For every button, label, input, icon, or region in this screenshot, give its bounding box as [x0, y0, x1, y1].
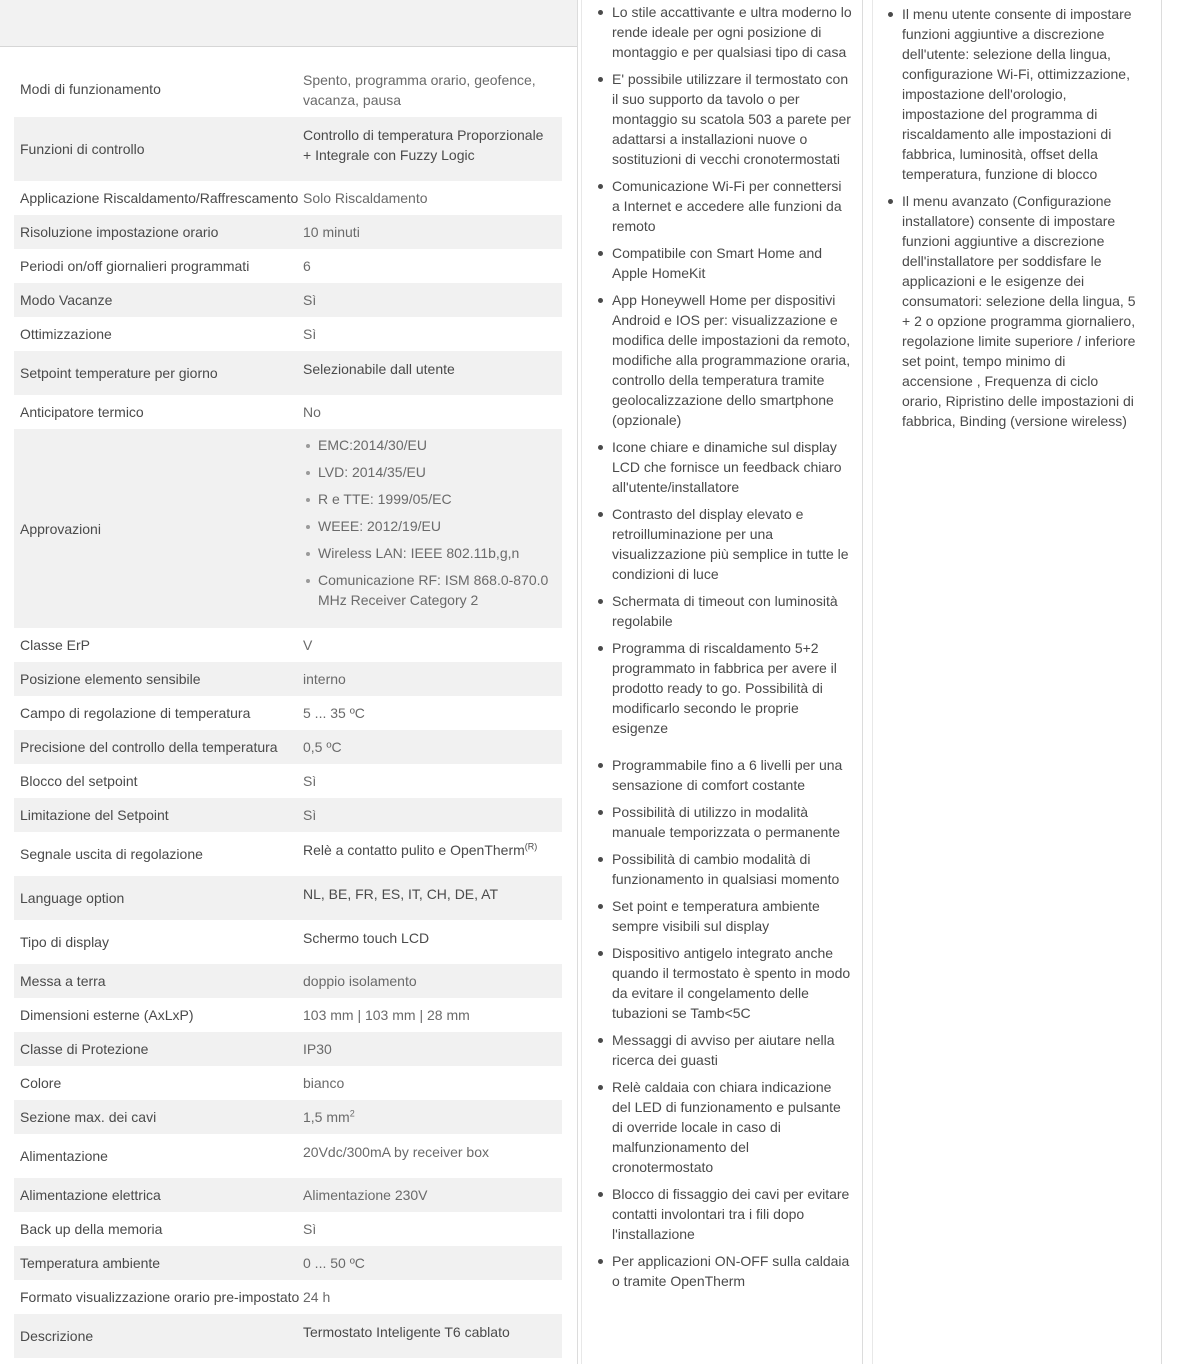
spec-row [14, 998, 562, 1032]
spec-value [303, 1219, 555, 1239]
spec-value [303, 840, 555, 860]
spec-row [14, 181, 562, 215]
spec-label: Ottimizzazione [20, 326, 112, 342]
spec-value [303, 1287, 555, 1307]
spec-value [303, 70, 555, 110]
spec-value [303, 359, 555, 379]
spec-value-text: 1,5 mm [303, 1109, 350, 1125]
spec-value [303, 635, 555, 655]
spec-label: Blocco del setpoint [20, 773, 138, 789]
spec-value [303, 1322, 555, 1342]
spec-value-text: Sì [303, 326, 317, 342]
spec-value [303, 256, 555, 276]
spec-row [14, 429, 562, 628]
spec-value-text: Sì [303, 807, 317, 823]
spec-row [14, 283, 562, 317]
spec-value-text: Termostato Inteligente T6 cablato [303, 1324, 510, 1340]
feature-item: Possibilità di cambio modalità di funzionamento in qualsiasi momento [598, 849, 852, 889]
spec-value [303, 1107, 555, 1127]
spec-value-text: Sì [303, 1221, 317, 1237]
feature-item: Lo stile accattivante e ultra moderno lo rende ideale per ogni posizione di montaggio e per qualsiasi tipo di casa [598, 2, 852, 62]
spec-label: Alimentazione elettrica [20, 1187, 161, 1203]
spec-row [14, 1134, 562, 1178]
spec-row [14, 764, 562, 798]
spec-value-text: doppio isolamento [303, 973, 417, 989]
spec-value-text: Selezionabile dall utente [303, 361, 455, 377]
approval-item: R e TTE: 1999/05/EC [303, 489, 555, 509]
approval-item: WEEE: 2012/19/EU [303, 516, 555, 536]
spec-row [14, 696, 562, 730]
spec-label: Periodi on/off giornalieri programmati [20, 258, 250, 274]
feature-item: App Honeywell Home per dispositivi Android e IOS per: visualizzazione e modifica delle impostazioni da remoto, modifiche alla programmazione oraria, controllo della temperatura tramite geolocalizzazione dello smartphone (opzionale) [598, 290, 852, 430]
spec-value [303, 928, 555, 948]
spec-value [303, 971, 555, 991]
spec-row [14, 395, 562, 429]
spec-row [14, 1212, 562, 1246]
spec-label: Modi di funzionamento [20, 81, 161, 97]
spec-value [303, 737, 555, 757]
spec-value [303, 1039, 555, 1059]
spec-value [303, 222, 555, 242]
menus-list [888, 4, 1138, 438]
spec-value-text: interno [303, 671, 346, 687]
spec-row [14, 832, 562, 876]
spec-value-text: No [303, 404, 321, 420]
spec-label: Classe di Protezione [20, 1041, 149, 1057]
spec-value-text: Sì [303, 773, 317, 789]
spec-label: Segnale uscita di regolazione [20, 846, 203, 862]
spec-panel-header [0, 0, 578, 47]
feature-item: Messaggi di avviso per aiutare nella ricerca dei guasti [598, 1030, 852, 1070]
spec-label: Alimentazione [20, 1148, 108, 1164]
spec-value-text: Spento, programma orario, geofence, vacanza, pausa [303, 72, 536, 108]
spec-value-text: V [303, 637, 313, 653]
spec-row [14, 730, 562, 764]
spec-label: Formato visualizzazione orario pre-impostato [20, 1289, 300, 1305]
feature-item: Compatibile con Smart Home and Apple HomeKit [598, 243, 852, 283]
spec-row [14, 1066, 562, 1100]
scroll-gutter [1162, 0, 1177, 1364]
spec-row [14, 60, 562, 117]
spec-row [14, 920, 562, 964]
spec-value-text: bianco [303, 1075, 345, 1091]
spec-value [303, 290, 555, 310]
feature-item: Programmabile fino a 6 livelli per una sensazione di comfort costante [598, 755, 852, 795]
approval-item: LVD: 2014/35/EU [303, 462, 555, 482]
spec-label: Classe ErP [20, 637, 91, 653]
spec-row [14, 798, 562, 832]
spec-label: Applicazione Riscaldamento/Raffrescamento [20, 190, 299, 206]
spec-row [14, 1100, 562, 1134]
feature-item: Icone chiare e dinamiche sul display LCD che fornisce un feedback chiaro all'utente/installatore [598, 437, 852, 497]
spec-row [14, 964, 562, 998]
spec-value [303, 402, 555, 422]
features-list [598, 2, 852, 1298]
spec-label: Approvazioni [20, 521, 101, 537]
feature-item: E' possibile utilizzare il termostato con il suo supporto da tavolo o per montaggio su scatola 503 a parete per adattarsi a installazioni nuove o sostituzioni di vecchi cronotermostati [598, 69, 852, 169]
spec-label: Anticipatore termico [20, 404, 144, 420]
spec-value-text: Sì [303, 292, 317, 308]
spec-value-text: Controllo di temperatura Proporzionale + Integrale con Fuzzy Logic [303, 127, 544, 163]
feature-item: Set point e temperatura ambiente sempre visibili sul display [598, 896, 852, 936]
spec-row [14, 117, 562, 181]
spec-value [303, 805, 555, 825]
spec-label: Limitazione del Setpoint [20, 807, 169, 823]
spec-label: Descrizione [20, 1328, 94, 1344]
spec-value [303, 1073, 555, 1093]
spec-value-text: 5 ... 35 ºC [303, 705, 365, 721]
spec-value [303, 125, 555, 165]
spec-label: Back up della memoria [20, 1221, 163, 1237]
feature-item: Schermata di timeout con luminosità regolabile [598, 591, 852, 631]
spec-label: Tipo di display [20, 934, 109, 950]
menu-item: Il menu avanzato (Configurazione installatore) consente di impostare funzioni aggiuntive a discrezione dell'installatore per soddisfare le applicazioni e le esigenze dei consumatori: selezione della lingua, 5 + 2 o opzione programma giornaliero, regolazione limite superiore / inferiore set point, tempo minimo di accensione , Frequenza di ciclo orario, Ripristino delle impostazioni di fabbrica, Binding (versione wireless) [888, 191, 1138, 431]
spec-value-text: Schermo touch LCD [303, 930, 430, 946]
spec-value-text: Alimentazione 230V [303, 1187, 428, 1203]
approvals-list [303, 435, 555, 610]
spec-label: Modo Vacanze [20, 292, 113, 308]
spec-value [303, 188, 555, 208]
feature-item: Blocco di fissaggio dei cavi per evitare contatti involontari tra i fili dopo l'installazione [598, 1184, 852, 1244]
spec-label: Language option [20, 890, 125, 906]
spec-value [303, 1005, 555, 1025]
spec-row [14, 1280, 562, 1314]
spec-label: Colore [20, 1075, 62, 1091]
spec-value-text: 0 ... 50 ºC [303, 1255, 365, 1271]
feature-item: Relè caldaia con chiara indicazione del LED di funzionamento e pulsante di override locale in caso di malfunzionamento del cronotermostato [598, 1077, 852, 1177]
spec-label: Messa a terra [20, 973, 106, 989]
spec-value-text: NL, BE, FR, ES, IT, CH, DE, AT [303, 886, 499, 902]
spec-label: Risoluzione impostazione orario [20, 224, 219, 240]
spec-value [303, 669, 555, 689]
spec-label: Temperatura ambiente [20, 1255, 161, 1271]
spec-value-text: Relè a contatto pulito e OpenTherm [303, 842, 525, 858]
spec-value [303, 435, 555, 617]
spec-value [303, 771, 555, 791]
feature-item: Contrasto del display elevato e retroilluminazione per una visualizzazione più semplice in tutte le condizioni di luce [598, 504, 852, 584]
spec-value-superscript: 2 [349, 1108, 355, 1119]
divider [577, 0, 578, 1364]
spec-row [14, 1178, 562, 1212]
spec-label: Posizione elemento sensibile [20, 671, 201, 687]
menu-item: Il menu utente consente di impostare funzioni aggiuntive a discrezione dell'utente: selezione della lingua, configurazione Wi-Fi, ottimizzazione, impostazione dell'orologio, impostazione del programma di riscaldamento alle impostazioni di fabbrica, luminosità, offset della temperatura, funzione di blocco [888, 4, 1138, 184]
feature-item: Possibilità di utilizzo in modalità manuale temporizzata o permanente [598, 802, 852, 842]
spec-label: Dimensioni esterne (AxLxP) [20, 1007, 194, 1023]
spec-row [14, 249, 562, 283]
spec-row [14, 1314, 562, 1358]
spec-value-text: Solo Riscaldamento [303, 190, 428, 206]
spec-row [14, 351, 562, 395]
spec-label: Funzioni di controllo [20, 141, 145, 157]
spec-value [303, 703, 555, 723]
spec-value-superscript: (R) [524, 841, 538, 852]
approval-item: Wireless LAN: IEEE 802.11b,g,n [303, 543, 555, 563]
spec-value-text: 10 minuti [303, 224, 360, 240]
spec-row [14, 317, 562, 351]
spec-label: Precisione del controllo della temperatura [20, 739, 278, 755]
spec-value [303, 1253, 555, 1273]
spec-value [303, 884, 555, 904]
spec-label: Campo di regolazione di temperatura [20, 705, 251, 721]
features-panel [581, 0, 863, 1364]
spec-row [14, 628, 562, 662]
feature-item: Dispositivo antigelo integrato anche quando il termostato è spento in modo da evitare il congelamento delle tubazioni se Tamb<5C [598, 943, 852, 1023]
spec-label: Sezione max. dei cavi [20, 1109, 157, 1125]
approval-item: EMC:2014/30/EU [303, 435, 555, 455]
spec-row [14, 876, 562, 920]
menus-panel [872, 0, 1162, 1364]
feature-item: Per applicazioni ON-OFF sulla caldaia o tramite OpenTherm [598, 1251, 852, 1291]
spec-value-text: 20Vdc/300mA by receiver box [303, 1144, 489, 1160]
spec-row [14, 215, 562, 249]
spec-row [14, 1246, 562, 1280]
spec-row [14, 1032, 562, 1066]
spec-value [303, 1185, 555, 1205]
spec-row [14, 662, 562, 696]
feature-item: Programma di riscaldamento 5+2 programmato in fabbrica per avere il prodotto ready to go. Possibilità di modificarlo secondo le proprie esigenze [598, 638, 852, 738]
feature-item: Comunicazione Wi-Fi per connettersi a Internet e accedere alle funzioni da remoto [598, 176, 852, 236]
spec-value-text: 103 mm | 103 mm | 28 mm [303, 1007, 470, 1023]
spec-value [303, 324, 555, 344]
spec-value [303, 1142, 555, 1162]
spec-value-text: 24 h [303, 1289, 331, 1305]
spec-label: Setpoint temperature per giorno [20, 365, 218, 381]
spec-value-text: 6 [303, 258, 311, 274]
spec-value-text: 0,5 ºC [303, 739, 342, 755]
approval-item: Comunicazione RF: ISM 868.0-870.0 MHz Receiver Category 2 [303, 570, 555, 610]
spec-panel [0, 0, 578, 1364]
spec-value-text: IP30 [303, 1041, 332, 1057]
